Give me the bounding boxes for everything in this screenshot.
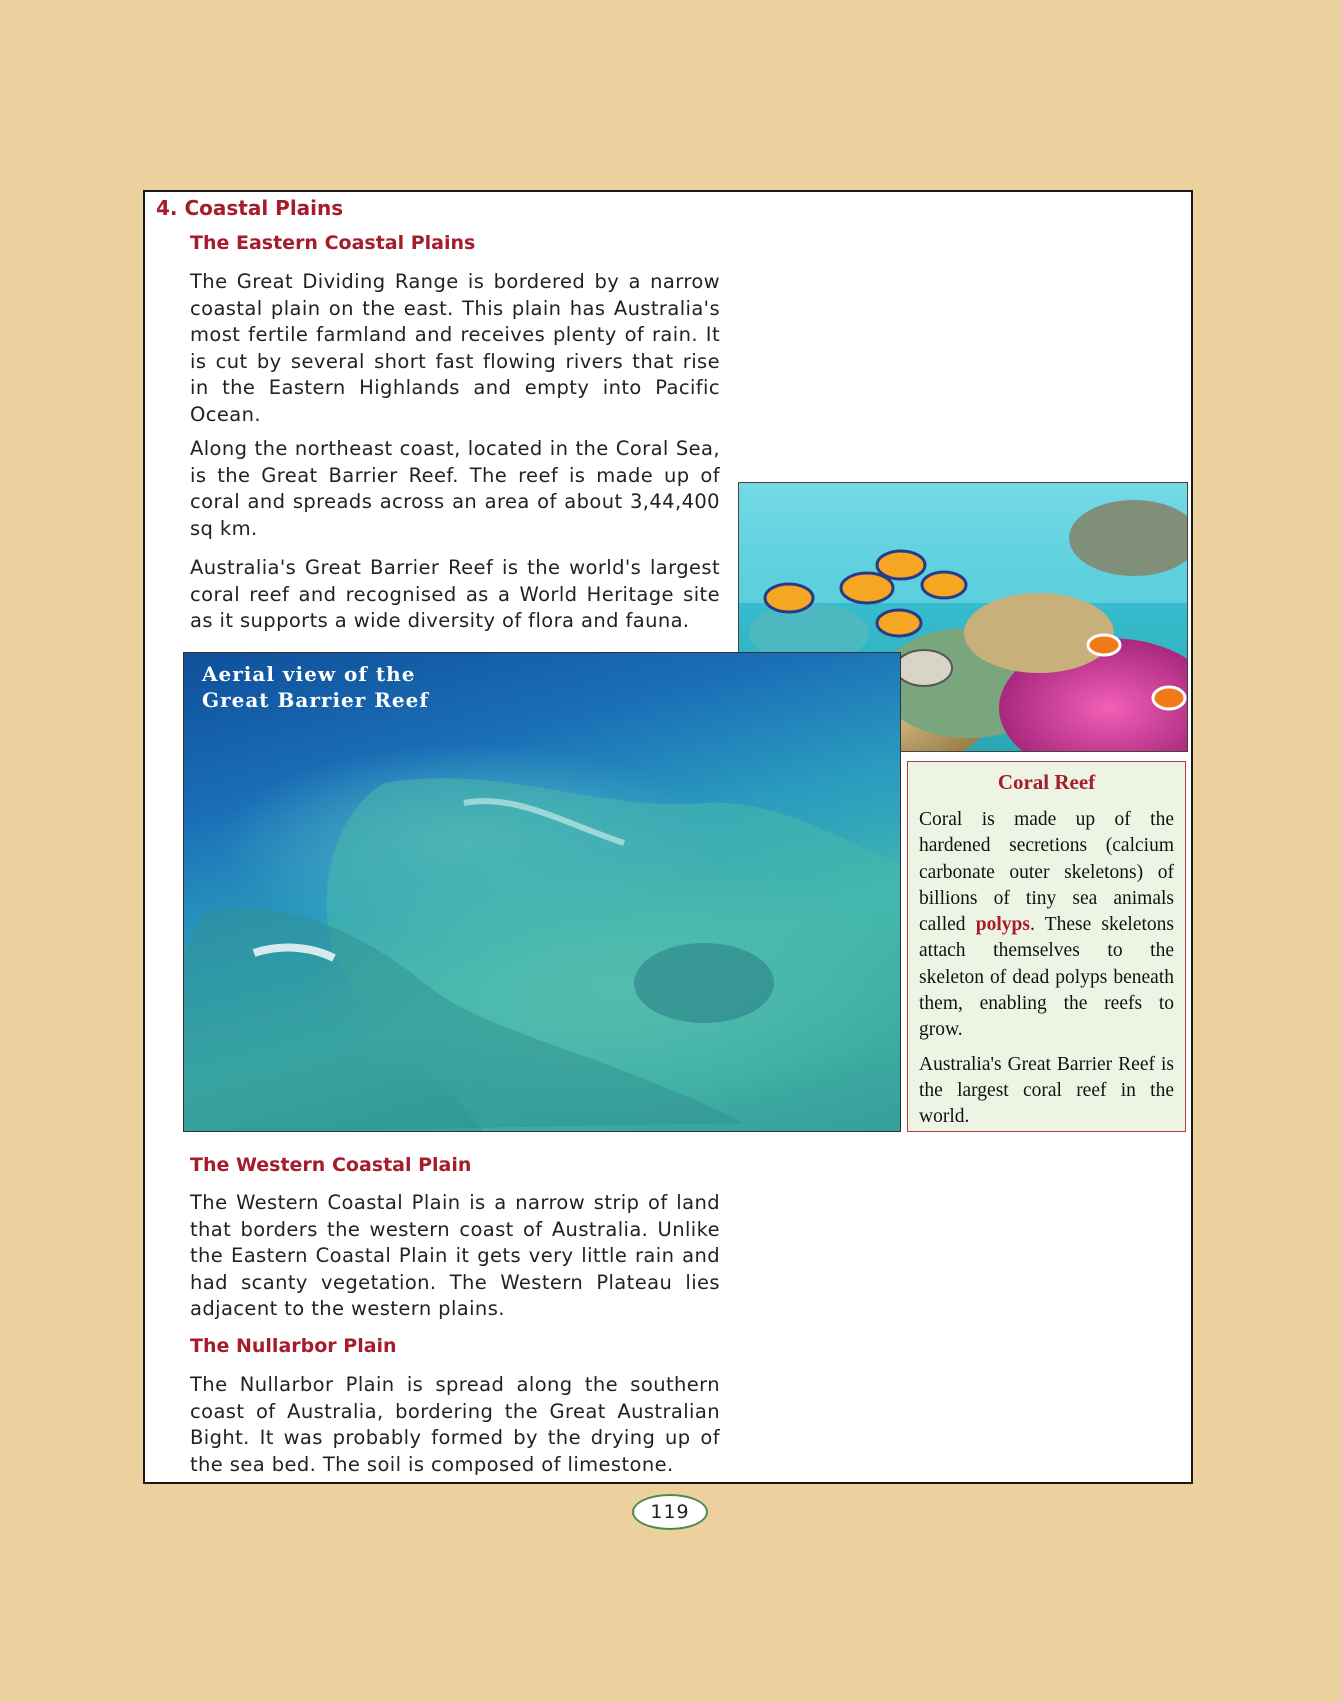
western-heading: The Western Coastal Plain [190, 1154, 472, 1176]
eastern-paragraph-3: Australia's Great Barrier Reef is the world's largest coral reef and recognised as a World Heritage site as it supports a wide diversity of flora and fauna. [190, 556, 720, 632]
aerial-caption-line-1: Aerial view of the [202, 662, 416, 686]
info-box-paragraph-2: Australia's Great Barrier Reef is the largest coral reef in the world. [919, 1053, 1174, 1128]
aerial-caption-line-2: Great Barrier Reef [202, 688, 429, 712]
info-text-before-polyps: Coral is made up of the hardened secretions (calcium carbonate outer skeletons) of billions of tiny sea animals called [919, 809, 1174, 936]
eastern-heading: The Eastern Coastal Plains [190, 232, 476, 254]
info-text-after-polyps: . These skeletons attach themselves to the skeleton of dead polyps beneath them, enabling the reefs to grow. [919, 914, 1174, 1041]
coral-reef-info-box [907, 761, 1186, 1132]
page-number: 119 [632, 1494, 708, 1530]
section-heading: 4. Coastal Plains [156, 196, 344, 220]
info-box-title: Coral Reef [997, 770, 1096, 794]
nullarbor-paragraph: The Nullarbor Plain is spread along the southern coast of Australia, bordering the Great Australian Bight. It was probably formed by the drying up of the sea bed. The soil is composed of limestone. [190, 1373, 720, 1476]
nullarbor-heading: The Nullarbor Plain [190, 1335, 397, 1357]
info-box-paragraph-1 [919, 807, 1174, 1044]
western-paragraph: The Western Coastal Plain is a narrow strip of land that borders the western coast of Australia. Unlike the Eastern Coastal Plain it gets very little rain and had scanty vegetation. The Western Plateau lies adjacent to the western plains. [190, 1191, 720, 1320]
eastern-paragraph-2: Along the northeast coast, located in the Coral Sea, is the Great Barrier Reef. The reef is made up of coral and spreads across an area of about 3,44,400 sq km. [190, 437, 720, 540]
aerial-reef-illustration [184, 653, 901, 1132]
polyps-term: polyps [975, 914, 1030, 936]
aerial-reef-photo [183, 652, 901, 1132]
aerial-caption [202, 661, 429, 713]
eastern-paragraph-1: The Great Dividing Range is bordered by a narrow coastal plain on the east. This plain has Australia's most fertile farmland and receives plenty of rain. It is cut by several short fast flowing rivers that rise in the Eastern Highlands and empty into Pacific Ocean. [190, 270, 720, 426]
